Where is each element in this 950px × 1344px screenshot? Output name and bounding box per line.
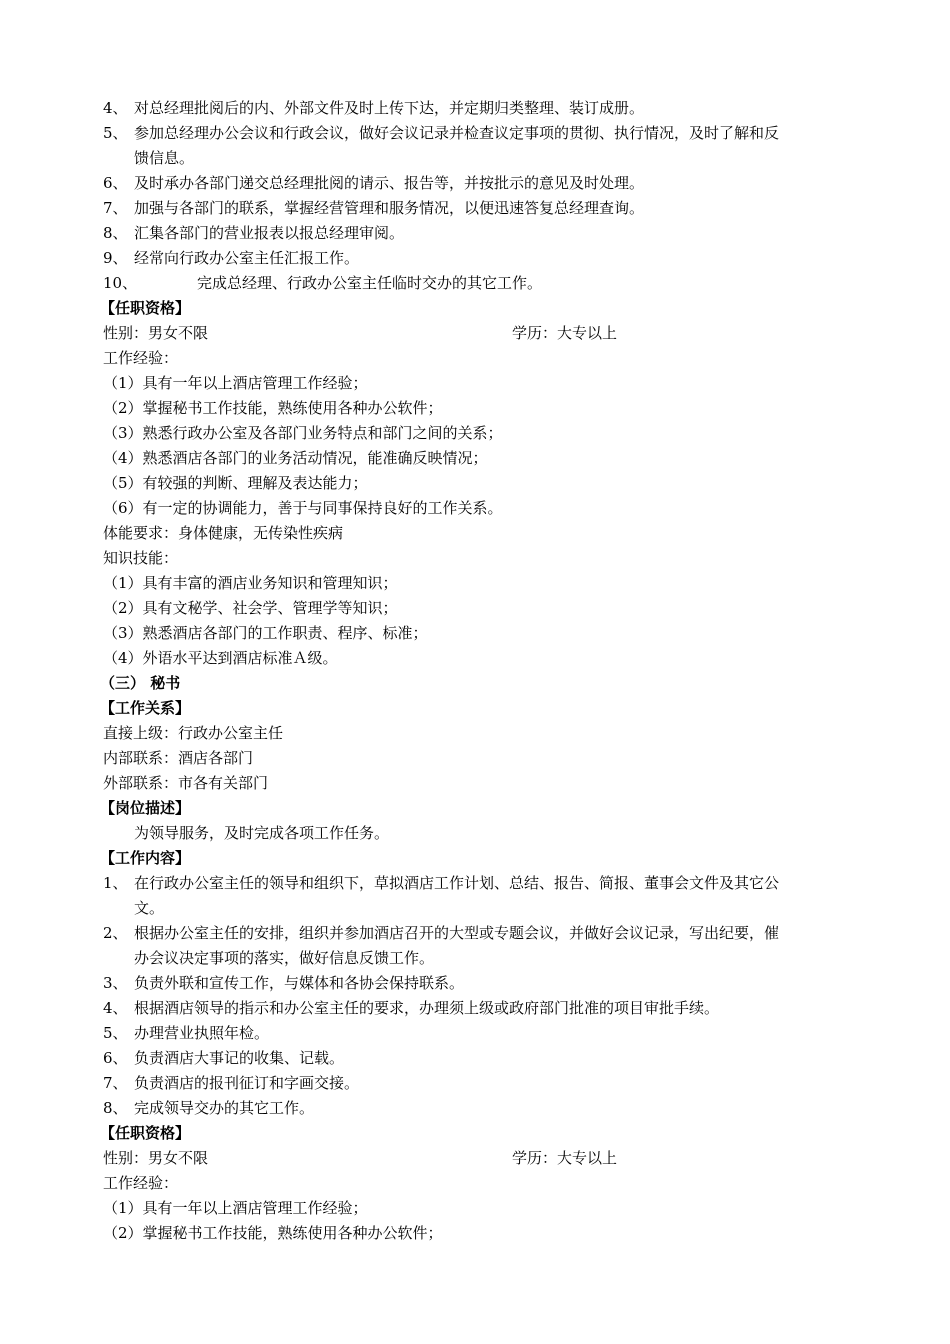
item-number: 4、 xyxy=(103,999,128,1017)
item-text: （1）具有一年以上酒店管理工作经验； xyxy=(103,374,368,392)
item-number: 5、 xyxy=(103,124,128,142)
heading-text: 【岗位描述】 xyxy=(100,799,191,817)
item-number: 10、 xyxy=(103,274,138,292)
experience-label xyxy=(0,346,950,371)
list-item xyxy=(0,271,950,296)
list-item xyxy=(0,421,950,446)
internal-text: 内部联系：酒店各部门 xyxy=(103,749,254,767)
item-text: 负责酒店的报刊征订和字画交接。 xyxy=(134,1074,360,1092)
item-text: 经常向行政办公室主任汇报工作。 xyxy=(134,249,360,267)
list-item xyxy=(0,246,950,271)
list-item xyxy=(0,1096,950,1121)
item-text: 参加总经理办公会议和行政会议，做好会议记录并检查议定事项的贯彻、执行情况，及时了解和反 xyxy=(134,124,780,142)
item-text: （2）掌握秘书工作技能，熟练使用各种办公软件； xyxy=(103,1224,443,1242)
section-heading xyxy=(0,796,950,821)
list-item xyxy=(0,971,950,996)
item-text: 加强与各部门的联系，掌握经营管理和服务情况，以便迅速答复总经理查询。 xyxy=(134,199,645,217)
list-item xyxy=(0,471,950,496)
item-number: 5、 xyxy=(103,1024,128,1042)
list-item xyxy=(0,171,950,196)
item-text: 对总经理批阅后的内、外部文件及时上传下达，并定期归类整理、装订成册。 xyxy=(134,99,645,117)
list-item xyxy=(0,1046,950,1071)
skills-label xyxy=(0,546,950,571)
list-item xyxy=(0,1021,950,1046)
item-text: （4）熟悉酒店各部门的业务活动情况，能准确反映情况； xyxy=(103,449,488,467)
item-text: （6）有一定的协调能力，善于与同事保持良好的工作关系。 xyxy=(103,499,503,517)
list-item xyxy=(0,446,950,471)
description-row xyxy=(0,821,950,846)
list-item xyxy=(0,96,950,121)
heading-text: 【任职资格】 xyxy=(100,1124,191,1142)
list-item xyxy=(0,496,950,521)
section-heading xyxy=(0,1121,950,1146)
item-text: 办理营业执照年检。 xyxy=(134,1024,270,1042)
item-text: 完成总经理、行政办公室主任临时交办的其它工作。 xyxy=(197,274,543,292)
list-item xyxy=(0,1221,950,1246)
label-text: 工作经验： xyxy=(103,349,179,367)
list-item xyxy=(0,1071,950,1096)
item-text: 文。 xyxy=(134,899,165,917)
item-text: 馈信息。 xyxy=(134,149,195,167)
item-text: （2）掌握秘书工作技能，熟练使用各种办公软件； xyxy=(103,399,443,417)
item-number: 7、 xyxy=(103,1074,128,1092)
internal-contact-row xyxy=(0,746,950,771)
item-text: （2）具有文秘学、社会学、管理学等知识； xyxy=(103,599,398,617)
list-item xyxy=(0,121,950,146)
list-item xyxy=(0,571,950,596)
list-item xyxy=(0,371,950,396)
gender-text: 性别：男女不限 xyxy=(103,1149,209,1167)
education-text: 学历：大专以上 xyxy=(512,1149,618,1167)
item-text: 根据办公室主任的安排，组织并参加酒店召开的大型或专题会议，并做好会议记录，写出纪要，催 xyxy=(134,924,780,942)
heading-text: 【任职资格】 xyxy=(100,299,191,317)
item-text: （1）具有丰富的酒店业务知识和管理知识； xyxy=(103,574,398,592)
item-number: 6、 xyxy=(103,1049,128,1067)
item-text: 负责酒店大事记的收集、记载。 xyxy=(134,1049,345,1067)
item-text: （3）熟悉酒店各部门的工作职责、程序、标准； xyxy=(103,624,428,642)
item-number: 1、 xyxy=(103,874,128,892)
item-text: 负责外联和宣传工作，与媒体和各协会保持联系。 xyxy=(134,974,465,992)
physical-requirement xyxy=(0,521,950,546)
item-number: 7、 xyxy=(103,199,128,217)
heading-text: 【工作内容】 xyxy=(100,849,191,867)
item-number: 4、 xyxy=(103,99,128,117)
list-item xyxy=(0,596,950,621)
item-text: （1）具有一年以上酒店管理工作经验； xyxy=(103,1199,368,1217)
list-item xyxy=(0,646,950,671)
list-item xyxy=(0,871,950,896)
list-item-continuation xyxy=(0,946,950,971)
item-text: 汇集各部门的营业报表以报总经理审阅。 xyxy=(134,224,405,242)
section-title xyxy=(0,671,950,696)
external-contact-row xyxy=(0,771,950,796)
item-number: 6、 xyxy=(103,174,128,192)
list-item xyxy=(0,1196,950,1221)
list-item xyxy=(0,221,950,246)
item-text: 及时承办各部门递交总经理批阅的请示、报告等，并按批示的意见及时处理。 xyxy=(134,174,645,192)
list-item xyxy=(0,196,950,221)
list-item-continuation xyxy=(0,146,950,171)
section-title-text: （三） 秘书 xyxy=(100,674,181,692)
item-text: （4）外语水平达到酒店标准Ａ级。 xyxy=(103,649,338,667)
list-item xyxy=(0,621,950,646)
heading-text: 【工作关系】 xyxy=(100,699,191,717)
section-heading xyxy=(0,296,950,321)
item-text: （5）有较强的判断、理解及表达能力； xyxy=(103,474,368,492)
education-text: 学历：大专以上 xyxy=(512,324,618,342)
list-item xyxy=(0,396,950,421)
label-text: 工作经验： xyxy=(103,1174,179,1192)
item-number: 8、 xyxy=(103,1099,128,1117)
superior-row xyxy=(0,721,950,746)
item-number: 9、 xyxy=(103,249,128,267)
item-number: 2、 xyxy=(103,924,128,942)
item-text: 根据酒店领导的指示和办公室主任的要求，办理须上级或政府部门批准的项目审批手续。 xyxy=(134,999,720,1017)
list-item xyxy=(0,996,950,1021)
item-text: （3）熟悉行政办公室及各部门业务特点和部门之间的关系； xyxy=(103,424,503,442)
experience-label xyxy=(0,1171,950,1196)
list-item-continuation xyxy=(0,896,950,921)
gender-text: 性别：男女不限 xyxy=(103,324,209,342)
label-text: 知识技能： xyxy=(103,549,179,567)
item-text: 办会议决定事项的落实，做好信息反馈工作。 xyxy=(134,949,435,967)
section-heading xyxy=(0,696,950,721)
gender-education-row xyxy=(0,321,950,346)
item-number: 8、 xyxy=(103,224,128,242)
item-number: 3、 xyxy=(103,974,128,992)
item-text: 在行政办公室主任的领导和组织下，草拟酒店工作计划、总结、报告、简报、董事会文件及其它公 xyxy=(134,874,780,892)
description-text: 为领导服务，及时完成各项工作任务。 xyxy=(134,824,390,842)
external-text: 外部联系：市各有关部门 xyxy=(103,774,269,792)
gender-education-row xyxy=(0,1146,950,1171)
list-item xyxy=(0,921,950,946)
superior-text: 直接上级：行政办公室主任 xyxy=(103,724,284,742)
document-body xyxy=(0,96,950,1246)
item-text: 完成领导交办的其它工作。 xyxy=(134,1099,315,1117)
section-heading xyxy=(0,846,950,871)
physical-text: 体能要求：身体健康，无传染性疾病 xyxy=(103,524,344,542)
